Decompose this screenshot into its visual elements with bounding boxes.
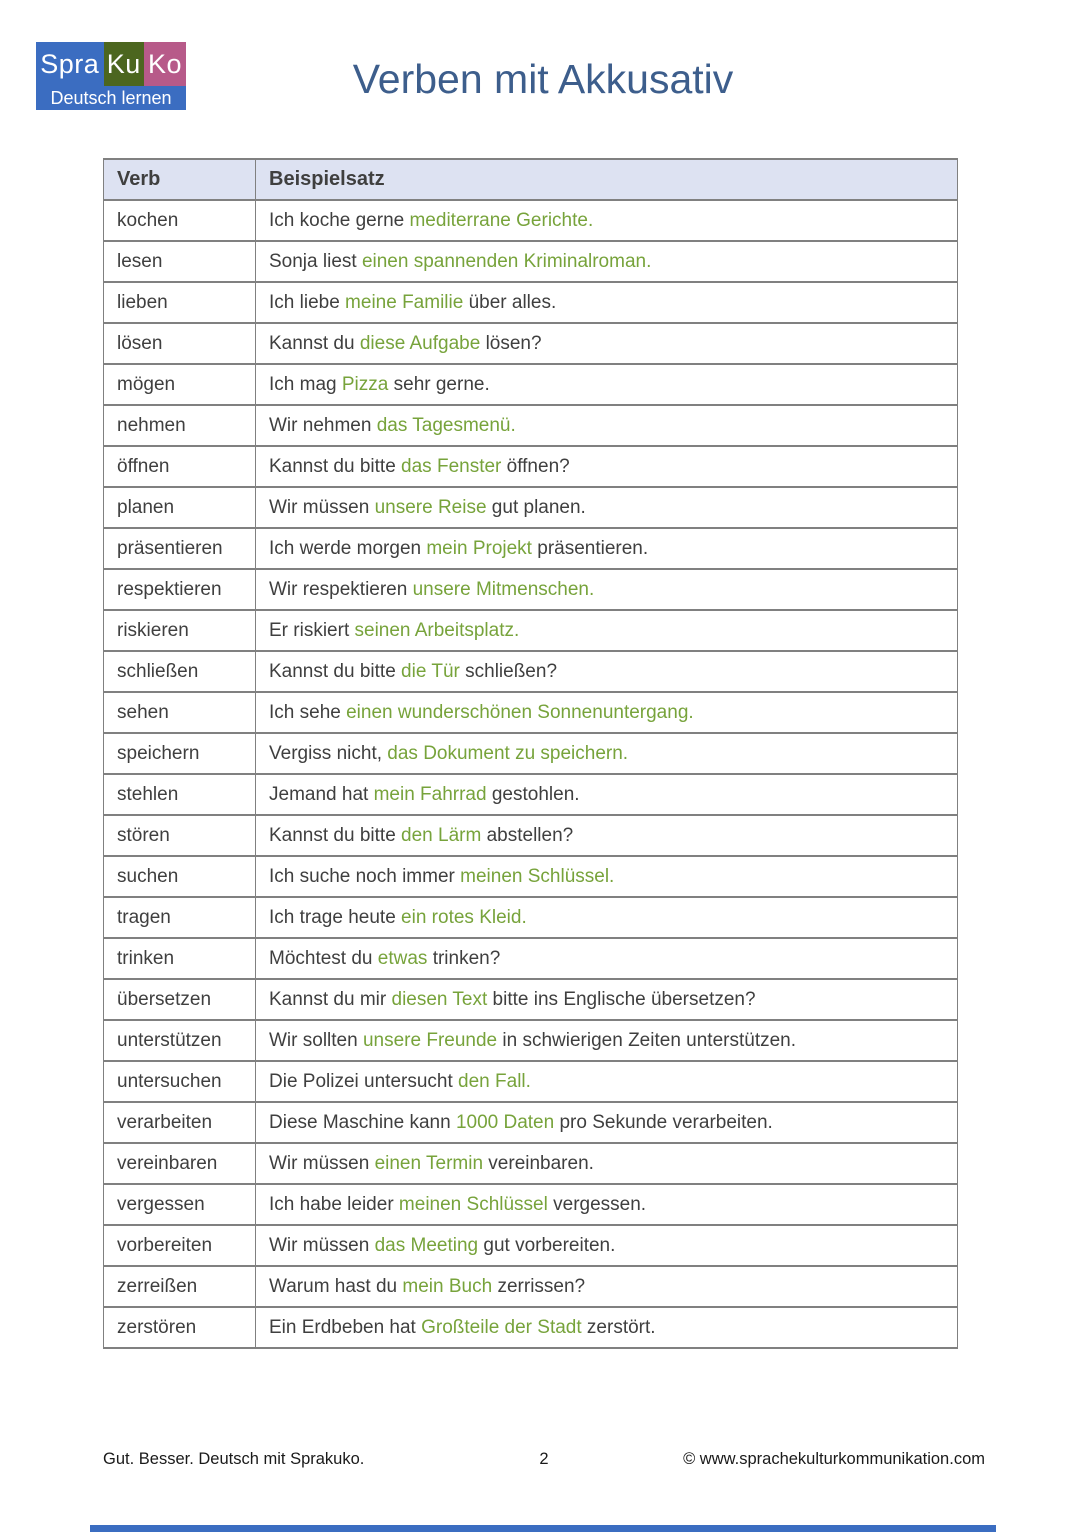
verb-cell: nehmen (104, 405, 256, 446)
sentence-text: Möchtest du (269, 947, 378, 969)
sentence-cell (256, 610, 958, 651)
accusative-object: seinen Arbeitsplatz. (354, 619, 520, 641)
verb-cell: öffnen (104, 446, 256, 487)
accusative-object: mediterrane Gerichte. (409, 209, 594, 231)
sentence-text: präsentieren. (531, 537, 649, 559)
table-row (104, 1061, 958, 1102)
sentence-text: Ich trage heute (269, 906, 402, 928)
verb-cell: riskieren (104, 610, 256, 651)
sentence-text: bitte ins Englische übersetzen? (487, 988, 756, 1010)
accusative-object: einen spannenden Kriminalroman. (361, 250, 652, 272)
footer-slogan: Gut. Besser. Deutsch mit Sprakuko. (103, 1450, 365, 1468)
sentence-cell (256, 364, 958, 405)
table-row (104, 1225, 958, 1266)
sentence-text: Vergiss nicht, (269, 742, 388, 764)
sentence-cell (256, 1225, 958, 1266)
sentence-text: Warum hast du (269, 1275, 403, 1297)
sentence-cell (256, 1307, 958, 1348)
sentence-text: zerstört. (581, 1316, 656, 1338)
sentence-cell (256, 938, 958, 979)
sentence-cell (256, 569, 958, 610)
table-row (104, 815, 958, 856)
sentence-text: Kannst du bitte (269, 455, 402, 477)
verb-cell: speichern (104, 733, 256, 774)
table-row (104, 1102, 958, 1143)
sentence-text: sehr gerne. (388, 373, 490, 395)
table-row (104, 1020, 958, 1061)
table-row (104, 1184, 958, 1225)
sentence-text: abstellen? (481, 824, 574, 846)
accusative-object: einen Termin (374, 1152, 484, 1174)
sentence-cell (256, 1020, 958, 1061)
verb-cell: präsentieren (104, 528, 256, 569)
verb-cell: kochen (104, 200, 256, 241)
sentence-text: vergessen. (547, 1193, 647, 1215)
sentence-text: lösen? (480, 332, 542, 354)
sentence-cell (256, 1061, 958, 1102)
sentence-cell (256, 1143, 958, 1184)
sentence-text: zerrissen? (492, 1275, 586, 1297)
sentence-text: Wir müssen (269, 496, 375, 518)
sentence-text: Wir müssen (269, 1234, 375, 1256)
verb-cell: vorbereiten (104, 1225, 256, 1266)
accusative-object: einen wunderschönen Sonnenuntergang. (346, 701, 694, 723)
footer-copyright-url: © www.sprachekulturkommunikation.com (683, 1450, 985, 1468)
table-row (104, 569, 958, 610)
sentence-text: Wir nehmen (269, 414, 377, 436)
verb-table (103, 158, 958, 1349)
sentence-text: gestohlen. (486, 783, 580, 805)
verb-cell: zerreißen (104, 1266, 256, 1307)
table-header-row (104, 159, 958, 200)
verb-cell: zerstören (104, 1307, 256, 1348)
table-row (104, 487, 958, 528)
page-number: 2 (539, 1450, 549, 1468)
sentence-text: Kannst du mir (269, 988, 392, 1010)
sentence-cell (256, 733, 958, 774)
column-header-beispielsatz: Beispielsatz (256, 159, 958, 200)
sentence-cell (256, 405, 958, 446)
table-row (104, 1143, 958, 1184)
verb-cell: tragen (104, 897, 256, 938)
verb-cell: untersuchen (104, 1061, 256, 1102)
sentence-cell (256, 979, 958, 1020)
verb-cell: lesen (104, 241, 256, 282)
sentence-cell (256, 1266, 958, 1307)
sentence-text: vereinbaren. (483, 1152, 594, 1174)
accusative-object: das Fenster (401, 455, 502, 477)
verb-cell: schließen (104, 651, 256, 692)
sentence-text: Wir respektieren (269, 578, 413, 600)
table-row (104, 897, 958, 938)
sentence-cell (256, 815, 958, 856)
sentence-text: gut planen. (486, 496, 586, 518)
sentence-text: Ich habe leider (269, 1193, 399, 1215)
sentence-cell (256, 651, 958, 692)
sentence-cell (256, 323, 958, 364)
sentence-cell (256, 1102, 958, 1143)
accusative-object: etwas (377, 947, 428, 969)
sentence-text: in schwierigen Zeiten unterstützen. (497, 1029, 797, 1051)
verb-cell: suchen (104, 856, 256, 897)
table-row (104, 733, 958, 774)
table-row (104, 282, 958, 323)
table-row (104, 1266, 958, 1307)
sentence-text: Sonja liest (269, 250, 362, 272)
accusative-object: unsere Reise (374, 496, 487, 518)
sentence-text: Kannst du bitte (269, 660, 402, 682)
verb-cell: planen (104, 487, 256, 528)
sentence-text: Ich suche noch immer (269, 865, 461, 887)
sentence-text: Jemand hat (269, 783, 374, 805)
sentence-text: Ich liebe (269, 291, 346, 313)
sentence-text: Ich koche gerne (269, 209, 410, 231)
accusative-object: meine Familie (345, 291, 464, 313)
accusative-object: mein Fahrrad (373, 783, 487, 805)
accusative-object: diese Aufgabe (359, 332, 481, 354)
verb-cell: lieben (104, 282, 256, 323)
verb-cell: mögen (104, 364, 256, 405)
table-row (104, 856, 958, 897)
verb-cell: verarbeiten (104, 1102, 256, 1143)
page-title: Verben mit Akkusativ (352, 56, 734, 102)
sentence-text: Kannst du (269, 332, 360, 354)
table-row (104, 323, 958, 364)
sentence-cell (256, 487, 958, 528)
sentence-text: Ich werde morgen (269, 537, 427, 559)
sentence-cell (256, 897, 958, 938)
logo-segment-ko: Ko (144, 42, 186, 86)
table-row (104, 610, 958, 651)
table-row (104, 692, 958, 733)
sentence-text: Kannst du bitte (269, 824, 402, 846)
table-row (104, 979, 958, 1020)
accusative-object: das Tagesmenü. (376, 414, 516, 436)
table-row (104, 364, 958, 405)
sentence-cell (256, 774, 958, 815)
sentence-text: trinken? (427, 947, 501, 969)
sentence-text: Er riskiert (269, 619, 355, 641)
sentence-text: öffnen? (501, 455, 570, 477)
logo-segment-spra: Spra (36, 42, 104, 86)
verb-cell: stören (104, 815, 256, 856)
accusative-object: ein rotes Kleid. (401, 906, 527, 928)
sentence-cell (256, 241, 958, 282)
accusative-object: unsere Freunde (362, 1029, 498, 1051)
sentence-text: schließen? (459, 660, 558, 682)
table-row (104, 241, 958, 282)
sentence-text: über alles. (463, 291, 557, 313)
page-footer (103, 1450, 985, 1469)
logo-segment-ku: Ku (104, 42, 145, 86)
table-row (104, 446, 958, 487)
footer-rule (90, 1525, 996, 1532)
table-row (104, 938, 958, 979)
accusative-object: meinen Schlüssel. (460, 865, 615, 887)
column-header-verb: Verb (104, 159, 256, 200)
accusative-object: das Meeting (374, 1234, 479, 1256)
sentence-text: Ich mag (269, 373, 342, 395)
table-row (104, 1307, 958, 1348)
logo-subtitle: Deutsch lernen (36, 86, 186, 110)
sentence-cell (256, 856, 958, 897)
verb-cell: vereinbaren (104, 1143, 256, 1184)
sentence-text: Wir müssen (269, 1152, 375, 1174)
verb-table-body (104, 200, 958, 1348)
accusative-object: Pizza (341, 373, 389, 395)
verb-cell: sehen (104, 692, 256, 733)
sentence-text: Diese Maschine kann (269, 1111, 456, 1133)
accusative-object: mein Buch (402, 1275, 493, 1297)
sentence-text: pro Sekunde verarbeiten. (554, 1111, 773, 1133)
accusative-object: diesen Text (391, 988, 488, 1010)
sentence-cell (256, 1184, 958, 1225)
sentence-text: gut vorbereiten. (478, 1234, 616, 1256)
verb-cell: übersetzen (104, 979, 256, 1020)
sentence-text: Die Polizei untersucht (269, 1070, 459, 1092)
sentence-cell (256, 528, 958, 569)
sentence-cell (256, 200, 958, 241)
accusative-object: die Tür (401, 660, 460, 682)
accusative-object: das Dokument zu speichern. (387, 742, 629, 764)
sentence-cell (256, 446, 958, 487)
verb-cell: unterstützen (104, 1020, 256, 1061)
verb-cell: stehlen (104, 774, 256, 815)
sentence-text: Ein Erdbeben hat (269, 1316, 422, 1338)
table-row (104, 405, 958, 446)
sentence-cell (256, 282, 958, 323)
table-row (104, 528, 958, 569)
table-row (104, 651, 958, 692)
accusative-object: mein Projekt (426, 537, 532, 559)
verb-cell: respektieren (104, 569, 256, 610)
verb-cell: lösen (104, 323, 256, 364)
accusative-object: 1000 Daten (455, 1111, 555, 1133)
sentence-text: Ich sehe (269, 701, 347, 723)
sentence-cell (256, 692, 958, 733)
accusative-object: den Lärm (401, 824, 482, 846)
accusative-object: unsere Mitmenschen. (412, 578, 595, 600)
accusative-object: den Fall. (458, 1070, 531, 1092)
sentence-text: Wir sollten (269, 1029, 363, 1051)
verb-cell: vergessen (104, 1184, 256, 1225)
verb-cell: trinken (104, 938, 256, 979)
table-row (104, 774, 958, 815)
accusative-object: Großteile der Stadt (421, 1316, 582, 1338)
accusative-object: meinen Schlüssel (398, 1193, 548, 1215)
table-row (104, 200, 958, 241)
